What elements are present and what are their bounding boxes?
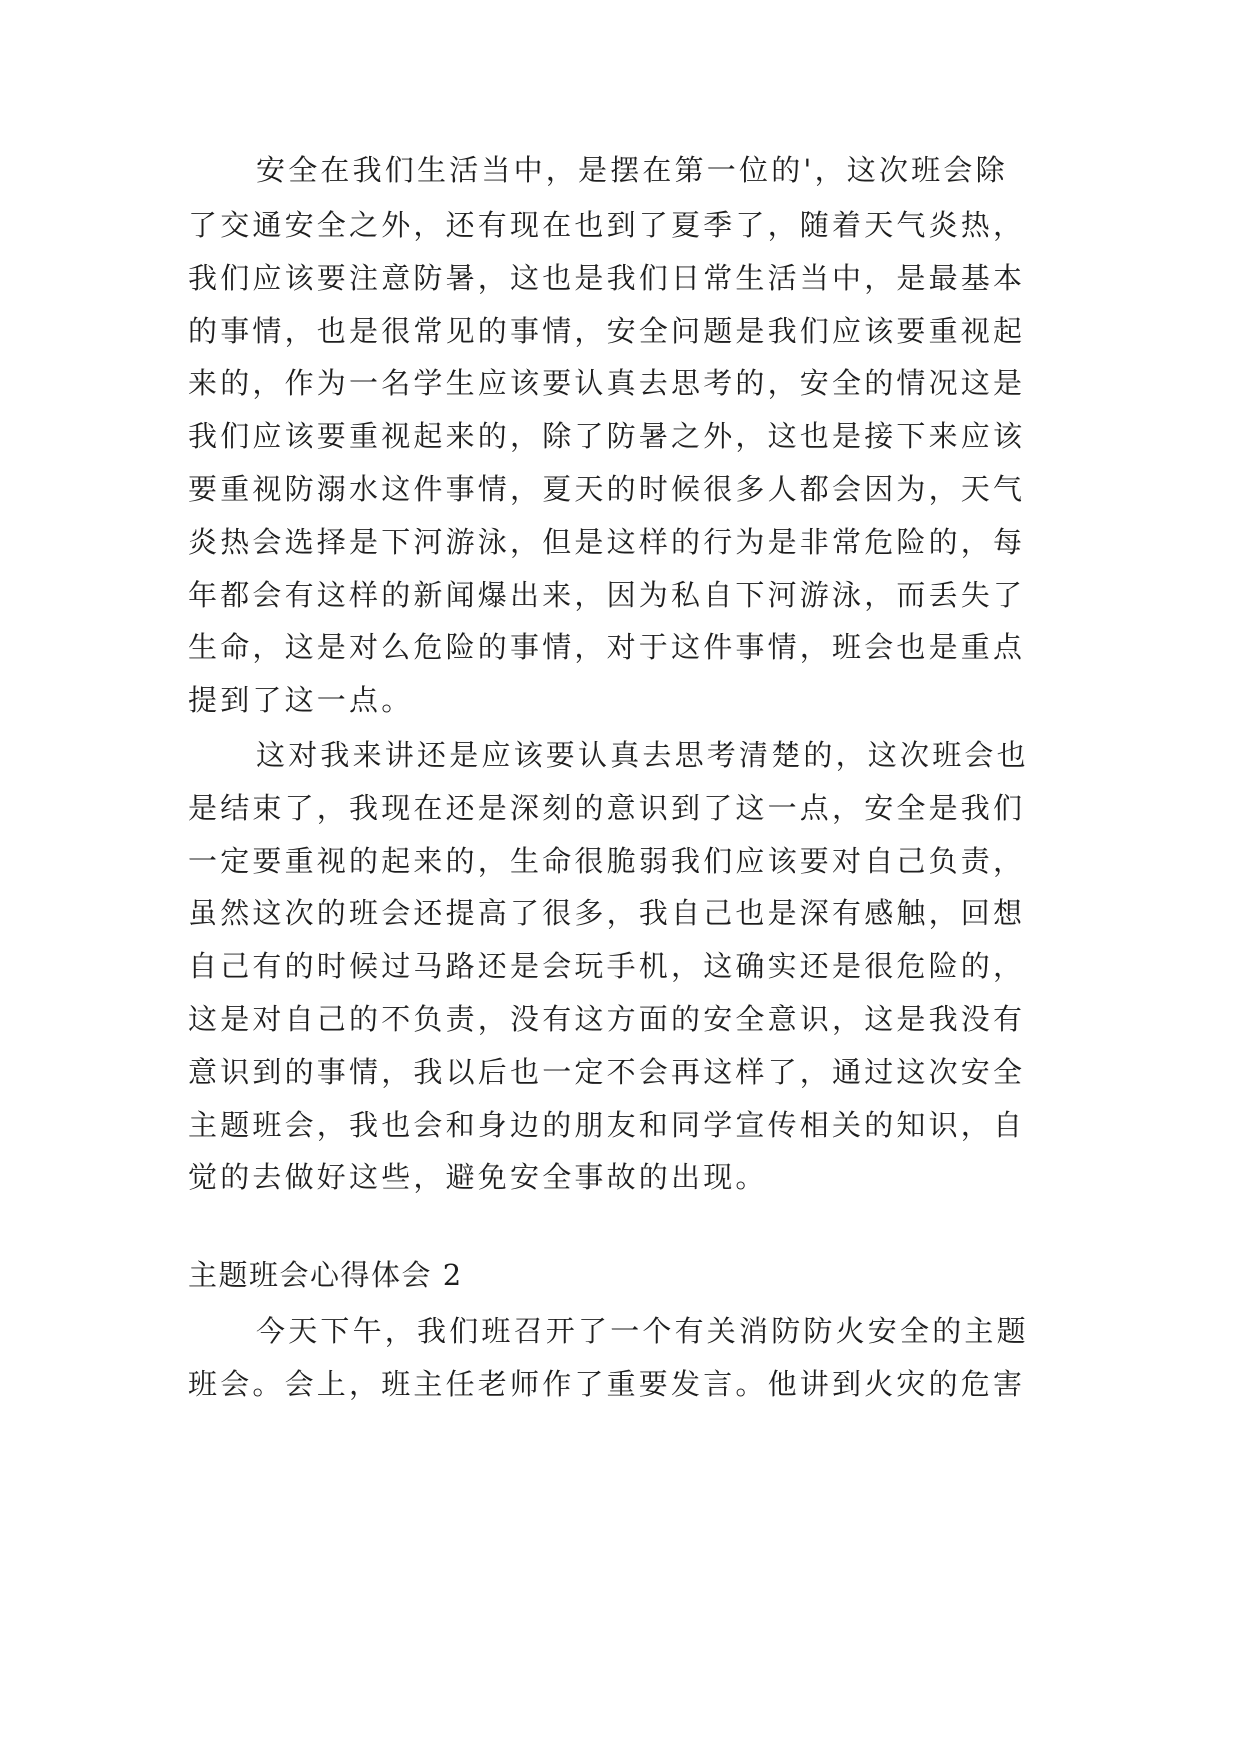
paragraph-2-line-7: 意识到的事情，我以后也一定不会再这样了，通过这次安全 [188, 1055, 1026, 1089]
paragraph-3-line-1: 今天下午，我们班召开了一个有关消防防火安全的主题 [256, 1314, 1029, 1348]
paragraph-1-line-1: 安全在我们生活当中，是摆在第一位的'，这次班会除 [256, 153, 1008, 187]
paragraph-1-line-2: 了交通安全之外，还有现在也到了夏季了，随着天气炎热， [188, 208, 1026, 242]
paragraph-1-line-7: 要重视防溺水这件事情，夏天的时候很多人都会因为，天气 [188, 472, 1026, 506]
paragraph-2-line-5: 自己有的时候过马路还是会玩手机，这确实还是很危险的， [188, 949, 1026, 983]
paragraph-2-line-8: 主题班会，我也会和身边的朋友和同学宣传相关的知识，自 [188, 1108, 1026, 1142]
paragraph-1-line-4: 的事情，也是很常见的事情，安全问题是我们应该要重视起 [188, 314, 1026, 348]
paragraph-1-line-8: 炎热会选择是下河游泳，但是这样的行为是非常危险的，每 [188, 525, 1026, 559]
paragraph-1-line-9: 年都会有这样的新闻爆出来，因为私自下河游泳，而丢失了 [188, 578, 1026, 612]
paragraph-1-line-5: 来的，作为一名学生应该要认真去思考的，安全的情况这是 [188, 366, 1026, 400]
paragraph-1-line-3: 我们应该要注意防暑，这也是我们日常生活当中，是最基本 [188, 261, 1026, 295]
paragraph-3-line-2: 班会。会上，班主任老师作了重要发言。他讲到火灾的危害 [188, 1367, 1026, 1401]
paragraph-2-line-2: 是结束了，我现在还是深刻的意识到了这一点，安全是我们 [188, 791, 1026, 825]
paragraph-1-line-10: 生命，这是对么危险的事情，对于这件事情，班会也是重点 [188, 630, 1026, 664]
paragraph-2-line-4: 虽然这次的班会还提高了很多，我自己也是深有感触，回想 [188, 896, 1026, 930]
paragraph-2-line-3: 一定要重视的起来的，生命很脆弱我们应该要对自己负责， [188, 844, 1026, 878]
paragraph-2-line-6: 这是对自己的不负责，没有这方面的安全意识，这是我没有 [188, 1002, 1026, 1036]
paragraph-2-line-1: 这对我来讲还是应该要认真去思考清楚的，这次班会也 [256, 738, 1029, 772]
section-heading: 主题班会心得体会 2 [188, 1258, 463, 1292]
paragraph-2-line-9: 觉的去做好这些，避免安全事故的出现。 [188, 1160, 768, 1194]
paragraph-1-line-11: 提到了这一点。 [188, 683, 414, 717]
paragraph-1-line-6: 我们应该要重视起来的，除了防暑之外，这也是接下来应该 [188, 419, 1026, 453]
